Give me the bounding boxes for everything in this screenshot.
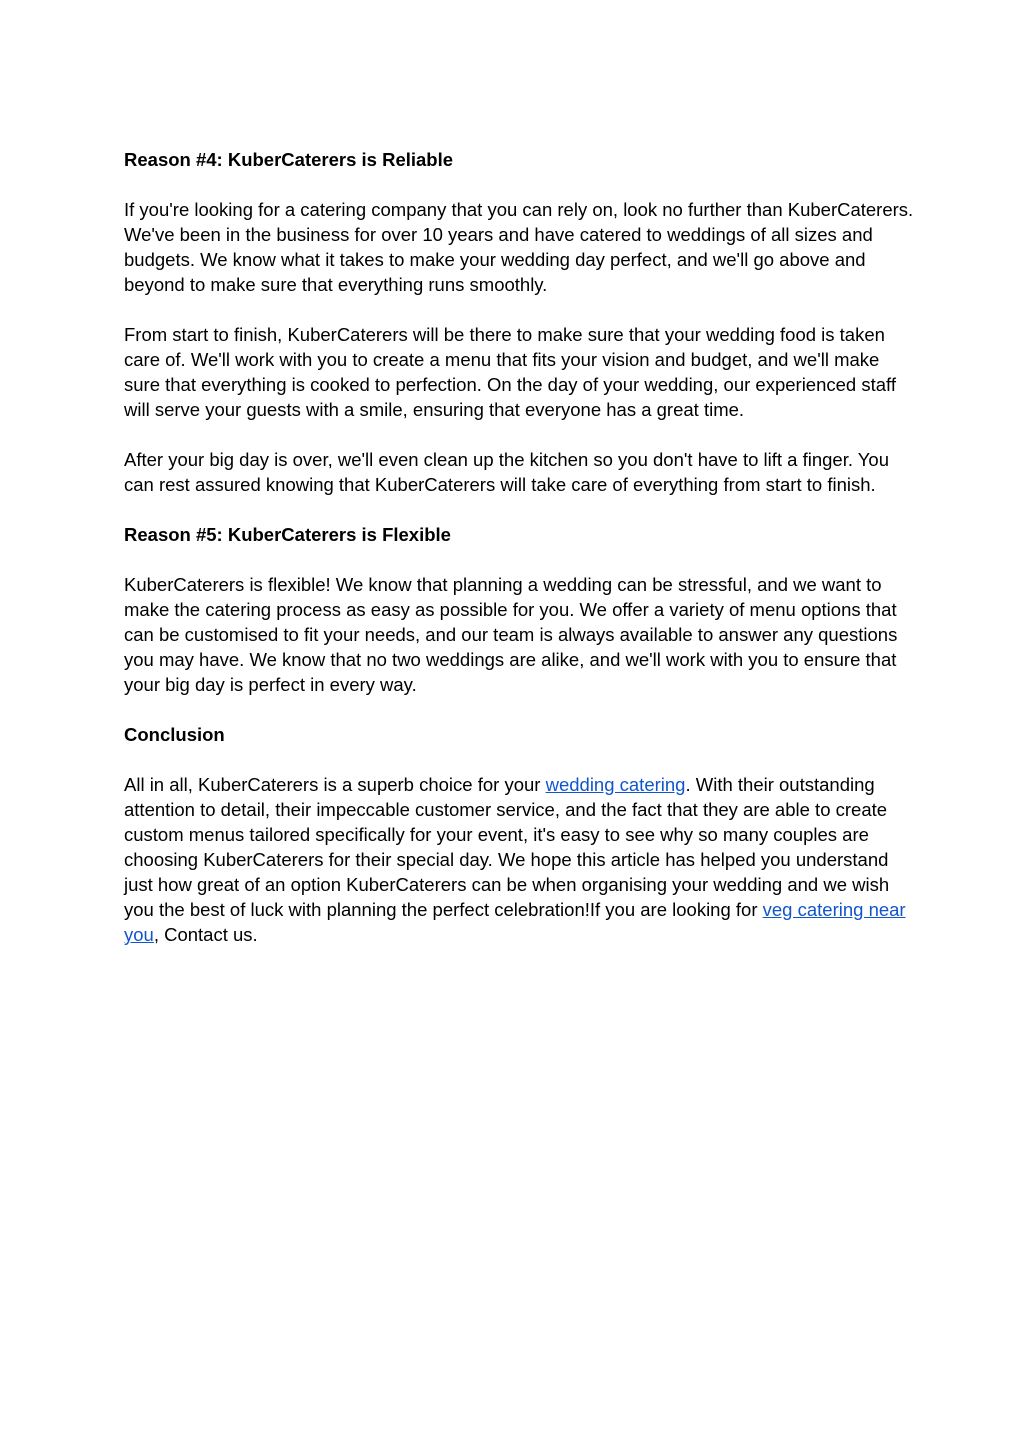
reason-4-heading: Reason #4: KuberCaterers is Reliable bbox=[124, 149, 454, 170]
reason-5-heading: Reason #5: KuberCaterers is Flexible bbox=[124, 524, 451, 545]
paragraph-spacer bbox=[124, 422, 914, 447]
paragraph-spacer bbox=[124, 497, 914, 522]
veg-catering-near-you-link[interactable]: veg catering near you bbox=[124, 899, 906, 945]
conclusion-text-3: , Contact us. bbox=[153, 924, 258, 945]
conclusion-paragraph bbox=[124, 772, 914, 947]
reason-5-paragraph-1: KuberCaterers is flexible! We know that planning a wedding can be stressful, and we want to make the catering process as easy as possible for you. We offer a variety of menu options that can be customised to fit your needs, and our team is always available to answer any questions you may have. We know that no two weddings are alike, and we'll work with you to ensure that your big day is perfect in every way. bbox=[124, 574, 898, 695]
wedding-catering-link[interactable]: wedding catering bbox=[545, 774, 686, 795]
paragraph-spacer bbox=[124, 697, 914, 722]
document-body bbox=[124, 147, 914, 947]
paragraph-spacer bbox=[124, 297, 914, 322]
conclusion-text-1: All in all, KuberCaterers is a superb choice for your bbox=[124, 774, 546, 795]
conclusion-text-2: . With their outstanding attention to detail, their impeccable customer service, and the fact that they are able to create custom menus tailored specifically for your event, it's easy to see why so many couples are choosing KuberCaterers for their special day. We hope this article has helped you understand just how great of an option KuberCaterers can be when organising your wedding and we wish you the best of luck with planning the perfect celebration!If you are looking for bbox=[124, 774, 890, 920]
paragraph-spacer bbox=[124, 172, 914, 197]
conclusion-heading: Conclusion bbox=[124, 724, 225, 745]
paragraph-spacer bbox=[124, 747, 914, 772]
paragraph-spacer bbox=[124, 547, 914, 572]
reason-4-paragraph-3: After your big day is over, we'll even clean up the kitchen so you don't have to lift a finger. You can rest assured knowing that KuberCaterers will take care of everything from start to finish. bbox=[124, 449, 890, 495]
reason-4-paragraph-1: If you're looking for a catering company that you can rely on, look no further than KuberCaterers. We've been in the business for over 10 years and have catered to weddings of all sizes and budgets. We know what it takes to make your wedding day perfect, and we'll go above and beyond to make sure that everything runs smoothly. bbox=[124, 199, 914, 295]
reason-4-paragraph-2: From start to finish, KuberCaterers will be there to make sure that your wedding food is taken care of. We'll work with you to create a menu that fits your vision and budget, and we'll make sure that everything is cooked to perfection. On the day of your wedding, our experienced staff will serve your guests with a smile, ensuring that everyone has a great time. bbox=[124, 324, 896, 420]
